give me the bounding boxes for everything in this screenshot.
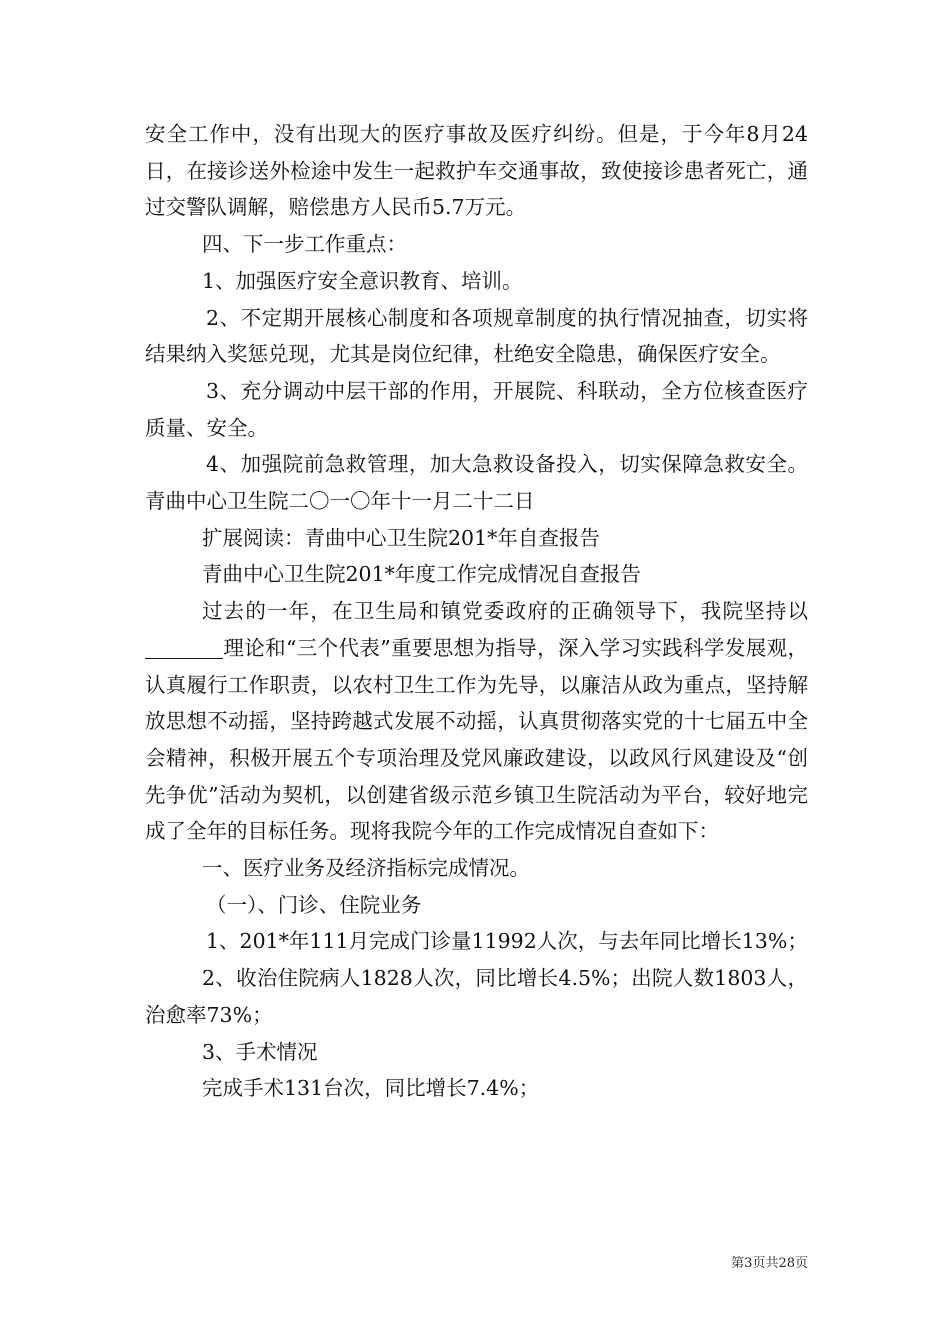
heading-section-1: 一、医疗业务及经济指标完成情况。 <box>202 856 530 881</box>
list-item-1: 1、加强医疗安全意识教育、培训。 <box>202 268 523 293</box>
list-item-4: 4、加强院前急救管理，加大急救设备投入，切实保障急救安全。青曲中心卫生院二〇一〇年十一月二十二日 <box>145 452 808 514</box>
heading-next-steps: 四、下一步工作重点： <box>202 232 407 257</box>
heading-subsection-1: （一）、门诊、住院业务 <box>206 892 422 917</box>
intro-lead: 过去的一年，在卫生局和镇党委政府的正确领导下，我院坚持以 <box>202 599 808 624</box>
intro-rest: 理论和“三个代表”重要思想为指导，深入学习实践科学发展观，认真履行工作职责，以农村卫生工作为先导，以廉洁从政为重点，坚持解放思想不动摇，坚持跨越式发展不动摇，认真贯彻落实党的十七届五中全会精神，积极开展五个专项治理及党风廉政建设，以政风行风建设及“创先争优”活动为契机，以创建省级示范乡镇卫生院活动为平台，较好地完成了全年的目标任务。现将我院今年的工作完成情况自查如下： <box>145 635 808 844</box>
extended-reading: 扩展阅读：青曲中心卫生院201*年自查报告 <box>202 525 600 550</box>
heading-surgery: 3、手术情况 <box>202 1039 318 1064</box>
report-title: 青曲中心卫生院201*年度工作完成情况自查报告 <box>202 562 641 587</box>
paragraph-safety-summary: 安全工作中，没有出现大的医疗事故及医疗纠纷。但是，于今年8月24日，在接诊送外检途中发生一起救护车交通事故，致使接诊患者死亡，通过交警队调解，赔偿患方人民币5.7万元。 <box>145 122 808 220</box>
list-item-2: 2、不定期开展核心制度和各项规章制度的执行情况抽查，切实将结果纳入奖惩兑现，尤其是岗位纪律，杜绝安全隐患，确保医疗安全。 <box>145 305 808 367</box>
stat-outpatient: 1、201*年111月完成门诊量11992人次，与去年同比增长13%； <box>206 929 808 954</box>
page-number: 第3页共28页 <box>731 1256 808 1271</box>
stat-surgery: 完成手术131台次，同比增长7.4%； <box>202 1076 540 1101</box>
list-item-3: 3、充分调动中层干部的作用，开展院、科联动，全方位核查医疗质量、安全。 <box>145 378 808 440</box>
document-body <box>145 116 808 1107</box>
paragraph-intro <box>145 593 808 850</box>
stat-inpatient: 2、收治住院病人1828人次，同比增长4.5%；出院人数1803人，治愈率73%； <box>145 966 808 1027</box>
blank-underline <box>145 638 223 659</box>
